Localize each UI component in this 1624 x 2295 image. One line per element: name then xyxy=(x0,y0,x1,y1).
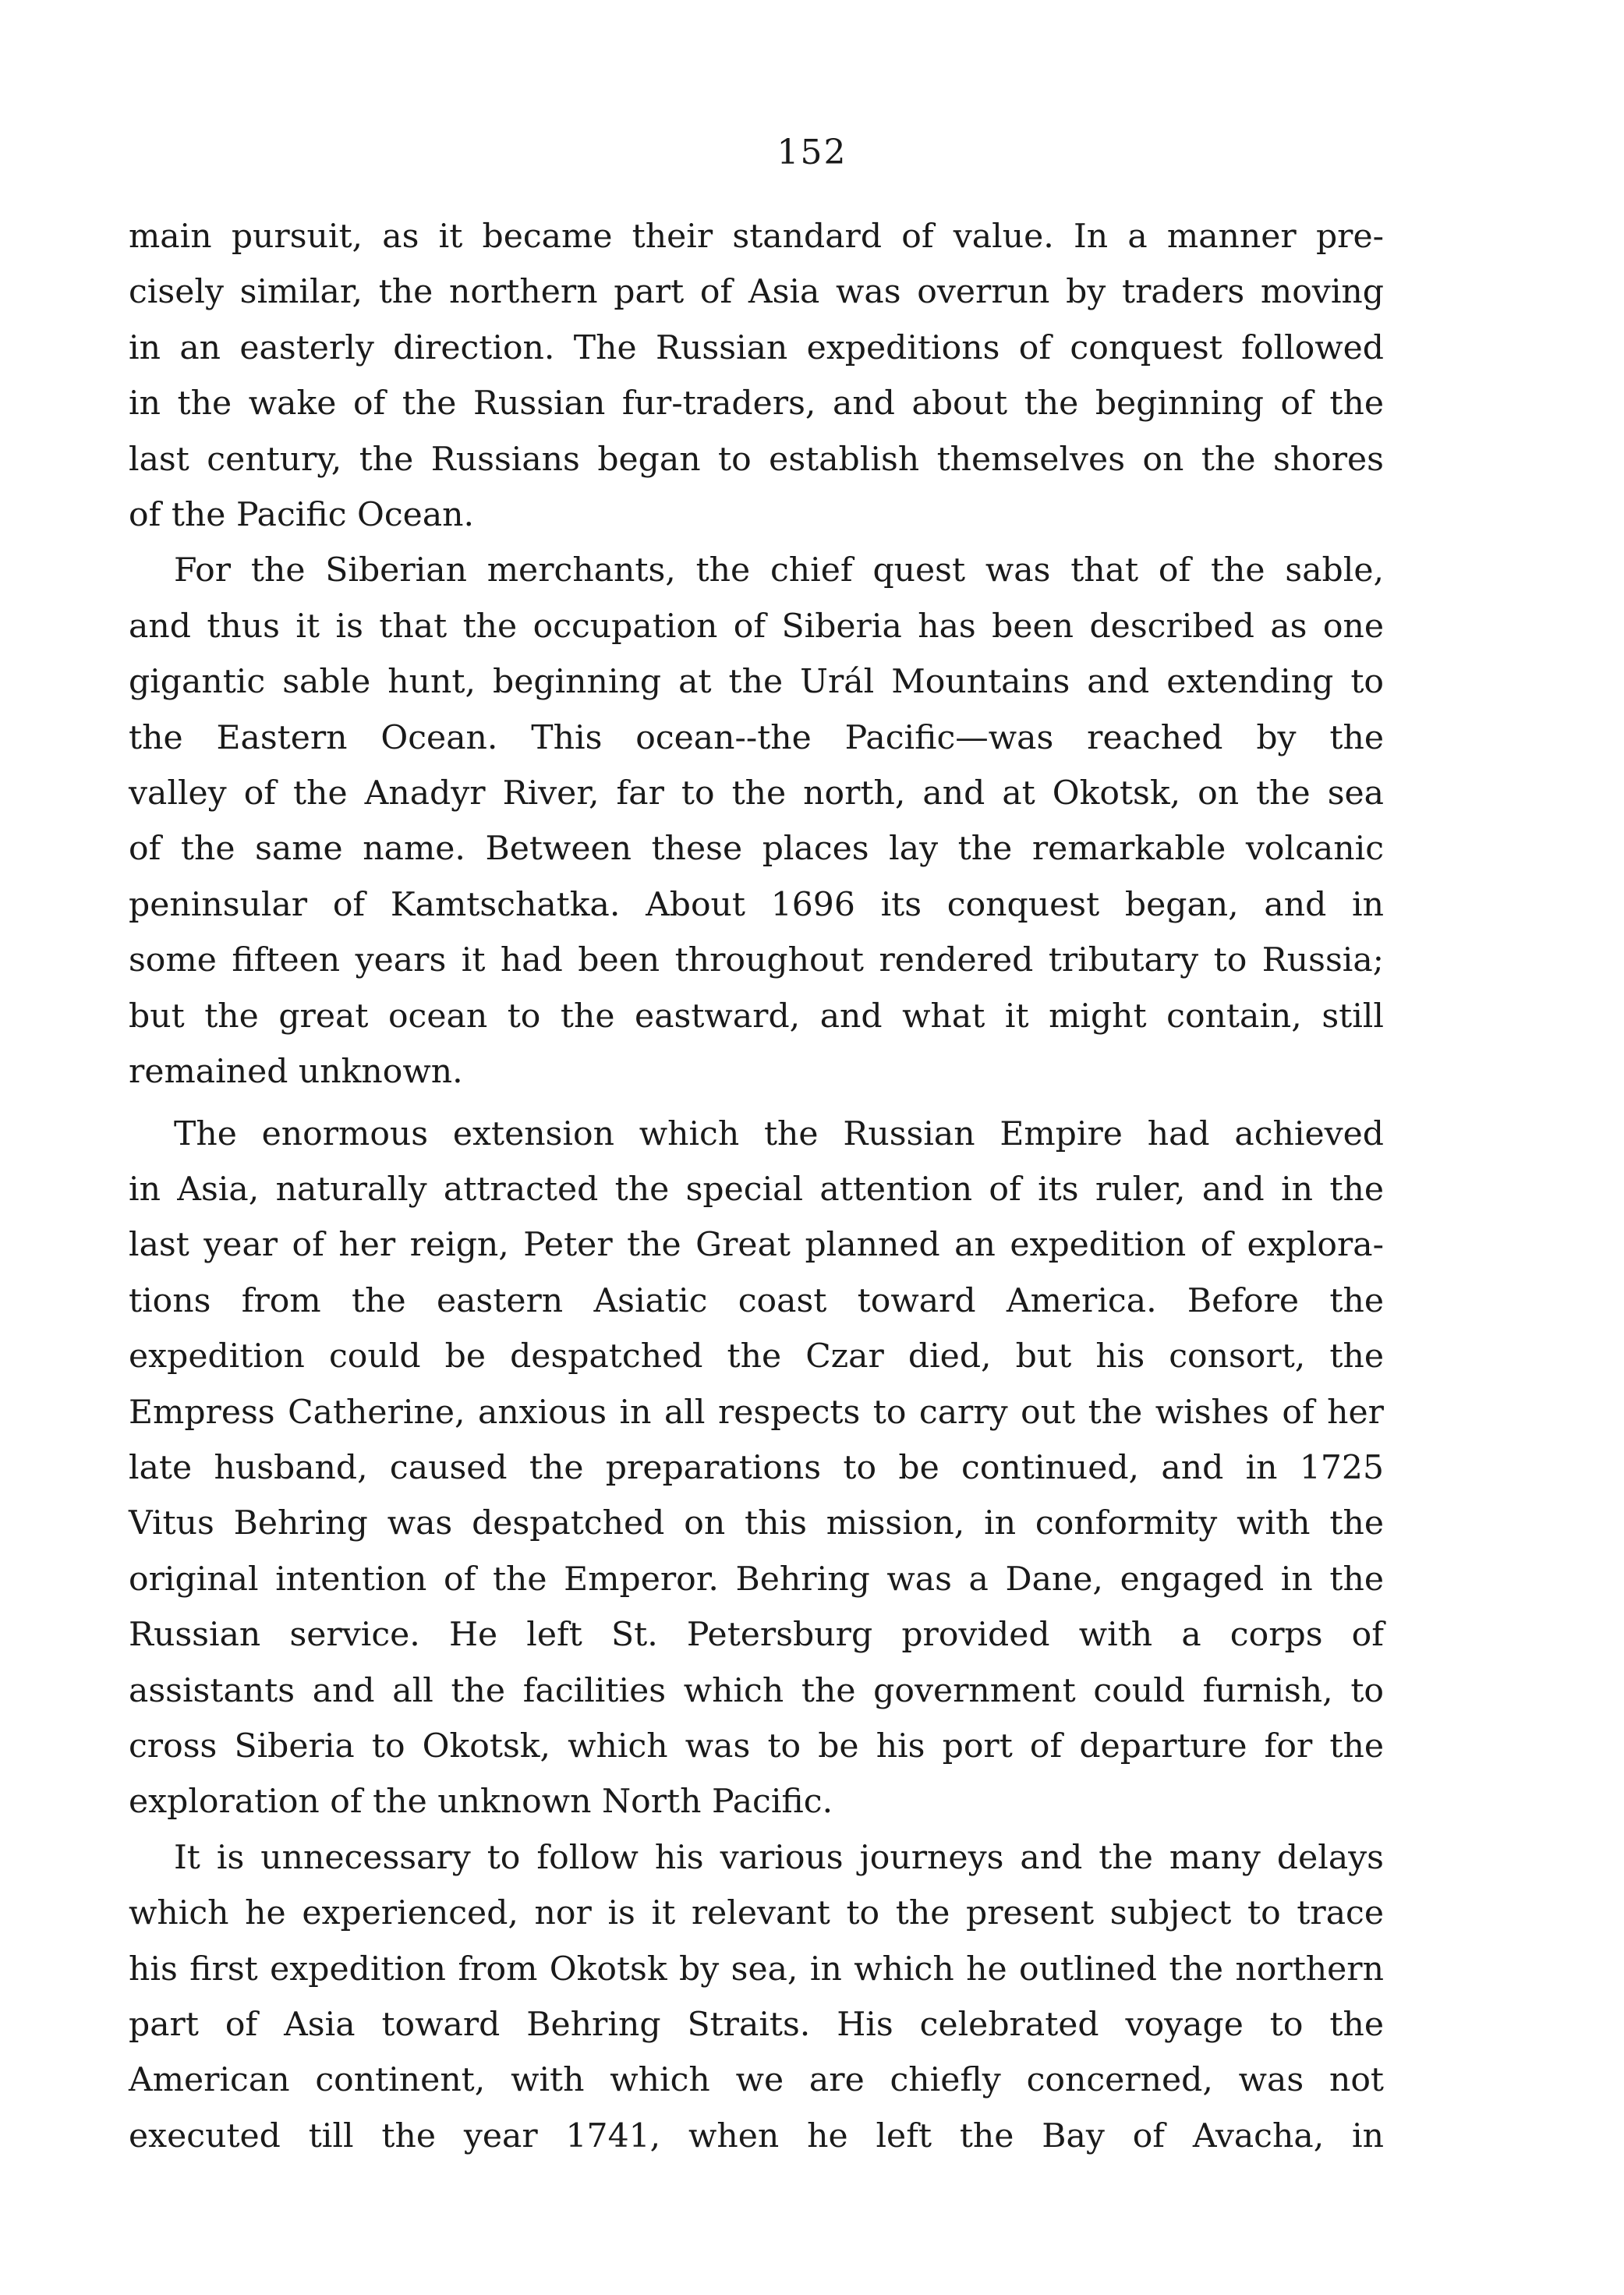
text-line: gigantic sable hunt, beginning at the Urál Mountains and extending to xyxy=(129,663,1384,702)
text-line: in the wake of the Russian fur-traders, and about the beginning of the xyxy=(129,384,1384,423)
text-line: valley of the Anadyr River, far to the north, and at Okotsk, on the sea xyxy=(129,774,1384,813)
text-line: Vitus Behring was despatched on this mission, in conformity with the xyxy=(129,1504,1384,1543)
text-line: cross Siberia to Okotsk, which was to be his port of departure for the xyxy=(129,1727,1384,1766)
text-line: his first expedition from Okotsk by sea, in which he outlined the northern xyxy=(129,1950,1384,1989)
text-line: cisely similar, the northern part of Asia was overrun by traders moving xyxy=(129,273,1384,312)
page-number: 152 xyxy=(777,133,847,172)
text-line: executed till the year 1741, when he left the Bay of Avacha, in xyxy=(129,2116,1384,2155)
text-line: and thus it is that the occupation of Siberia has been described as one xyxy=(129,607,1384,646)
text-line: Empress Catherine, anxious in all respects to carry out the wishes of her xyxy=(129,1393,1384,1432)
text-line: Russian service. He left St. Petersburg provided with a corps of xyxy=(129,1616,1384,1655)
text-line: main pursuit, as it became their standard of value. In a manner pre- xyxy=(129,218,1384,256)
text-line: the Eastern Ocean. This ocean--the Pacific—was reached by the xyxy=(129,718,1384,757)
body-text xyxy=(129,209,1384,2164)
text-line: assistants and all the facilities which the government could furnish, to xyxy=(129,1671,1384,1710)
text-line: of the Pacific Ocean. xyxy=(129,496,475,535)
paragraph-1 xyxy=(129,209,1384,543)
text-line: remained unknown. xyxy=(129,1053,463,1092)
text-line: some fifteen years it had been throughout rendered tributary to Russia; xyxy=(129,941,1384,980)
text-line: last century, the Russians began to establish themselves on the shores xyxy=(129,440,1384,479)
text-line: It is unnecessary to follow his various journeys and the many delays xyxy=(174,1838,1384,1877)
text-line: peninsular of Kamtschatka. About 1696 its conquest began, and in xyxy=(129,885,1384,924)
text-line: but the great ocean to the eastward, and what it might contain, still xyxy=(129,997,1384,1036)
text-line: tions from the eastern Asiatic coast toward America. Before the xyxy=(129,1281,1384,1320)
text-line: For the Siberian merchants, the chief quest was that of the sable, xyxy=(174,551,1384,590)
text-line: of the same name. Between these places lay the remarkable volcanic xyxy=(129,830,1384,869)
text-line: American continent, with which we are chiefly concerned, was not xyxy=(129,2061,1384,2100)
text-line: original intention of the Emperor. Behring was a Dane, engaged in the xyxy=(129,1560,1384,1599)
text-line: expedition could be despatched the Czar died, but his consort, the xyxy=(129,1337,1384,1376)
paragraph-2 xyxy=(129,543,1384,1100)
text-line: exploration of the unknown North Pacific. xyxy=(129,1783,833,1822)
text-line: last year of her reign, Peter the Great planned an expedition of explora- xyxy=(129,1226,1384,1265)
paragraph-4 xyxy=(129,1830,1384,2164)
text-line: in Asia, naturally attracted the special attention of its ruler, and in the xyxy=(129,1170,1384,1209)
text-line: which he experienced, nor is it relevant to the present subject to trace xyxy=(129,1894,1384,1933)
text-line: The enormous extension which the Russian Empire had achieved xyxy=(174,1114,1384,1153)
text-line: part of Asia toward Behring Straits. His celebrated voyage to the xyxy=(129,2006,1384,2044)
text-line: in an easterly direction. The Russian expeditions of conquest followed xyxy=(129,328,1384,367)
text-line: late husband, caused the preparations to be continued, and in 1725 xyxy=(129,1448,1384,1487)
paragraph-3 xyxy=(129,1107,1384,1830)
